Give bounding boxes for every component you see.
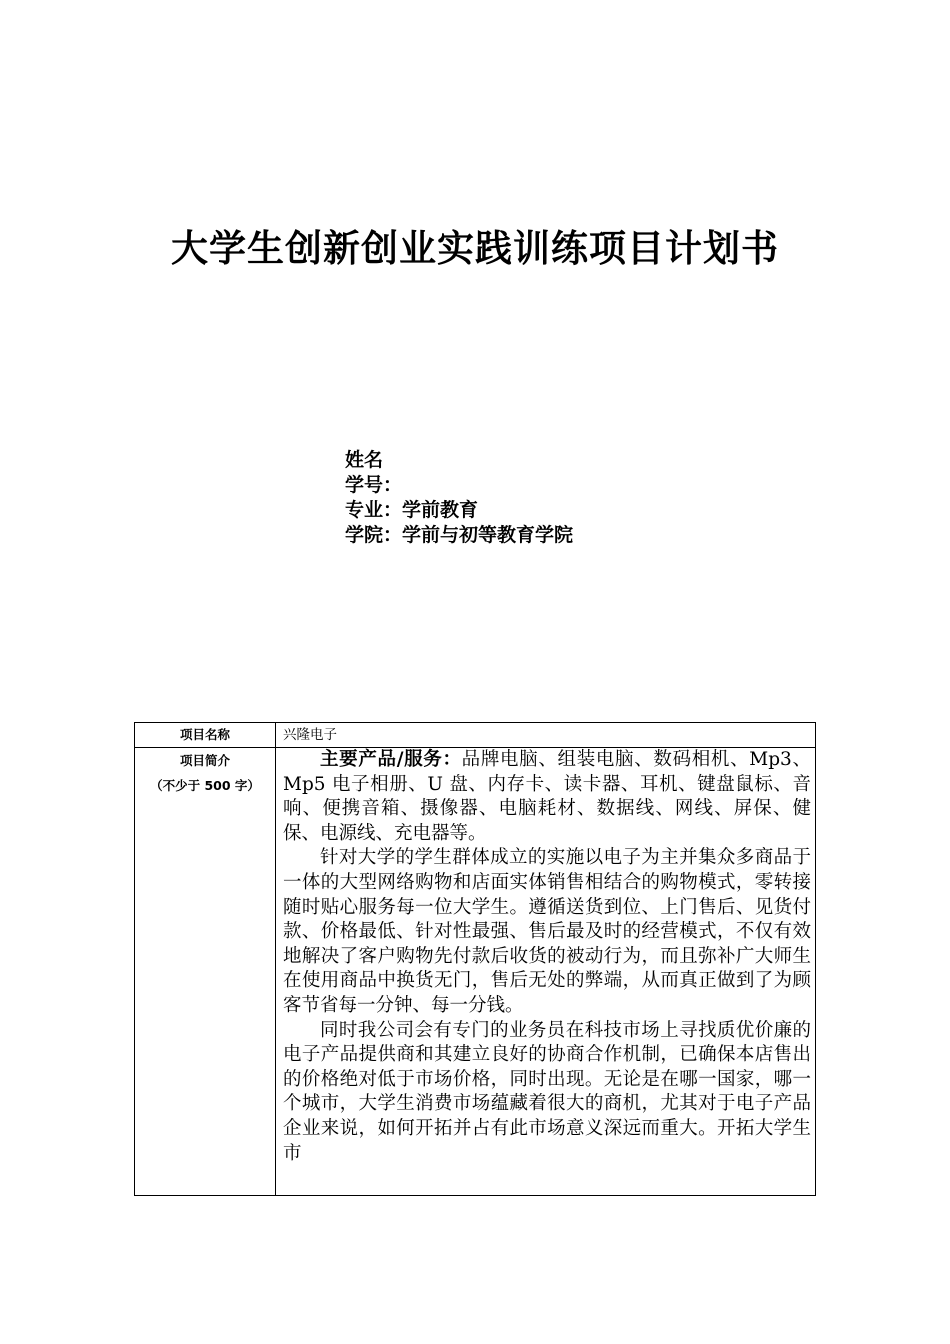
column-divider — [275, 723, 276, 1195]
project-intro-label: 项目简介 — [179, 753, 230, 768]
college-label: 学院： — [345, 524, 403, 546]
intro-paragraph-1 — [283, 748, 811, 846]
intro-paragraph-2: 针对大学的学生群体成立的实施以电子为主并集众多商品于一体的大型网络购物和店面实体销售相结合的购物模式，零转接随时贴心服务每一位大学生。遵循送货到位、上门售后、见货付款、价格最低、针对性最强、售后最及时的经营模式，不仅有效地解决了客户购物先付款后收货的被动行为，而且弥补广大师生在使用商品中换货无门，售后无处的弊端，从而真正做到了为顾客节省每一分钟、每一分钱。 — [283, 847, 811, 1016]
project-intro-label-cell — [135, 748, 275, 798]
student-info-block — [345, 448, 573, 548]
main-products-label: 主要产品/服务： — [320, 749, 462, 770]
main-products-text: 品牌电脑、组装电脑、数码相机、Mp3、Mp5 电子相册、U 盘、内存卡、读卡器、耳机、键盘鼠标、音响、便携音箱、摄像器、电脑耗材、数据线、网线、屏保、健保、电源线、充电器等。 — [283, 749, 811, 844]
student-id-label: 学号： — [345, 474, 403, 496]
project-name-row — [135, 723, 815, 748]
project-intro-text — [283, 748, 811, 1195]
project-intro-note: （不少于 500 字） — [150, 778, 260, 793]
project-table — [134, 722, 816, 1196]
document-title: 大学生创新创业实践训练项目计划书 — [171, 227, 779, 270]
project-name-value: 兴隆电子 — [283, 727, 337, 743]
major-label: 专业： — [345, 499, 403, 521]
intro-paragraph-3: 同时我公司会有专门的业务员在科技市场上寻找质优价廉的电子产品提供商和其建立良好的协商合作机制，已确保本店售出的价格绝对低于市场价格，同时出现。无论是在哪一国家，哪一个城市，大学生消费市场蕴藏着很大的商机，尤其对于电子产品企业来说，如何开拓并占有此市场意义深远而重大。开拓大学生市 — [283, 1019, 811, 1164]
name-line — [345, 448, 573, 473]
major-value: 学前教育 — [402, 499, 479, 521]
college-value: 学前与初等教育学院 — [402, 524, 574, 546]
name-label: 姓名 — [345, 449, 384, 471]
college-line — [345, 523, 573, 548]
major-line — [345, 498, 573, 523]
project-name-label: 项目名称 — [179, 727, 230, 742]
student-id-line — [345, 473, 573, 498]
